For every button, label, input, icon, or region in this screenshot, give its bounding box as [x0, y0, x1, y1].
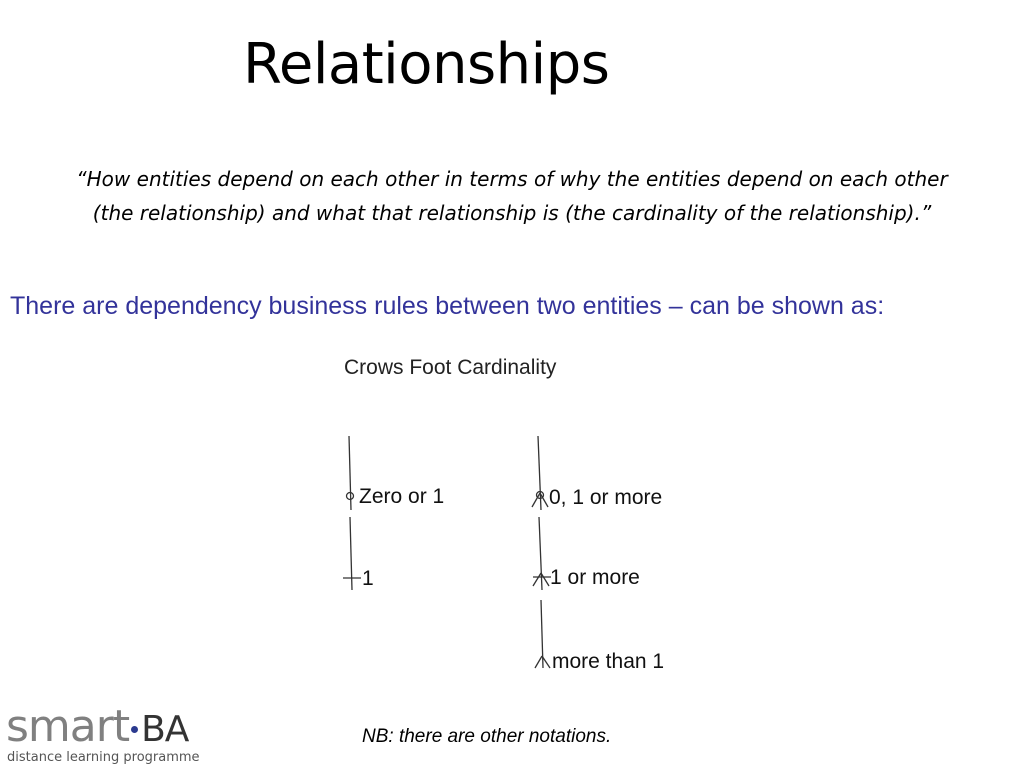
dependency-rules-text: There are dependency business rules between two entities – can be shown as: [10, 292, 885, 320]
label-zero-or-one: Zero or 1 [359, 485, 445, 508]
label-more-than-one: more than 1 [552, 650, 665, 673]
logo-tagline: distance learning programme [7, 750, 200, 765]
one-line [350, 517, 352, 590]
diagram-title: Crows Foot Cardinality [344, 356, 557, 379]
label-zero-one-or-more: 0, 1 or more [549, 486, 663, 509]
logo-wordmark [6, 702, 188, 755]
smartba-logo [6, 700, 206, 768]
logo-brand-suffix: BA [141, 709, 189, 750]
label-one: 1 [362, 567, 374, 590]
logo-brand-main: smart [6, 701, 130, 752]
one-or-more-crowsfoot-icon-left [533, 573, 541, 586]
more-than-one-crowsfoot-icon-left [535, 656, 542, 668]
label-one-or-more: 1 or more [550, 566, 640, 589]
logo-dot-icon [131, 726, 138, 733]
one-or-more-line [539, 517, 542, 590]
slide-title: Relationships [243, 32, 610, 97]
quote-line-1: “How entities depend on each other in terms of why the entities depend on each other [76, 167, 948, 191]
quote-line-2: (the relationship) and what that relationship is (the cardinality of the relationship).” [92, 201, 932, 225]
footnote: NB: there are other notations. [362, 726, 612, 747]
